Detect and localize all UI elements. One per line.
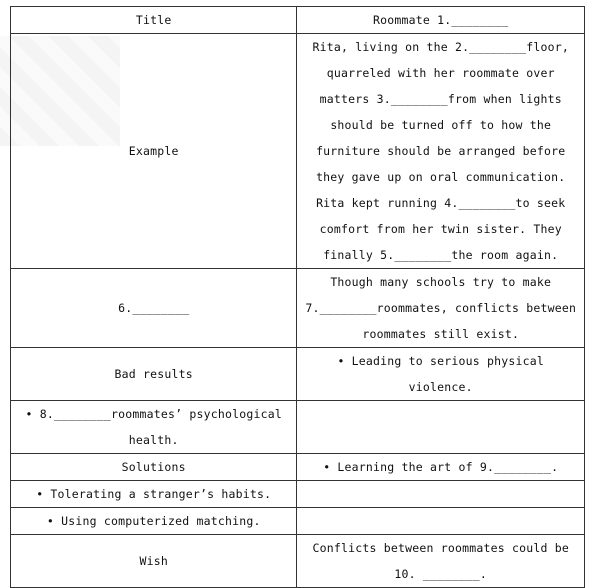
table-row bbox=[11, 34, 585, 269]
empty-cell bbox=[297, 481, 585, 508]
solution-3: • Using computerized matching. bbox=[11, 508, 297, 535]
table-row bbox=[11, 348, 585, 401]
table-row bbox=[11, 7, 585, 34]
bad-result-1: • Leading to serious physical violence. bbox=[297, 348, 585, 401]
table-row bbox=[11, 454, 585, 481]
blank-1-cell: Roommate 1.________ bbox=[297, 7, 585, 34]
table-row bbox=[11, 481, 585, 508]
table-row bbox=[11, 535, 585, 588]
title-label: Title bbox=[11, 7, 297, 34]
wish-label: Wish bbox=[11, 535, 297, 588]
wish-text: Conflicts between roommates could be 10. ________. bbox=[297, 535, 585, 588]
solution-1: • Learning the art of 9.________. bbox=[297, 454, 585, 481]
worksheet-table bbox=[10, 6, 585, 588]
table-row bbox=[11, 401, 585, 454]
table-row bbox=[11, 269, 585, 348]
example-text: Rita, living on the 2.________floor, quarreled with her roommate over matters 3.________from when lights should be turned off to how the furniture should be arranged before they gave up on oral communication. Rita kept running 4.________to seek comfort from her twin sister. They finally 5.________the room again. bbox=[297, 34, 585, 269]
problem-text: Though many schools try to make 7.________roommates, conflicts between roommates still exist. bbox=[297, 269, 585, 348]
table-row bbox=[11, 508, 585, 535]
bad-result-2: • 8.________roommates’ psychological health. bbox=[11, 401, 297, 454]
solution-2: • Tolerating a stranger’s habits. bbox=[11, 481, 297, 508]
solutions-label: Solutions bbox=[11, 454, 297, 481]
bad-results-label: Bad results bbox=[11, 348, 297, 401]
empty-cell bbox=[297, 508, 585, 535]
empty-cell bbox=[297, 401, 585, 454]
example-label: Example bbox=[11, 34, 297, 269]
blank-6-cell: 6.________ bbox=[11, 269, 297, 348]
